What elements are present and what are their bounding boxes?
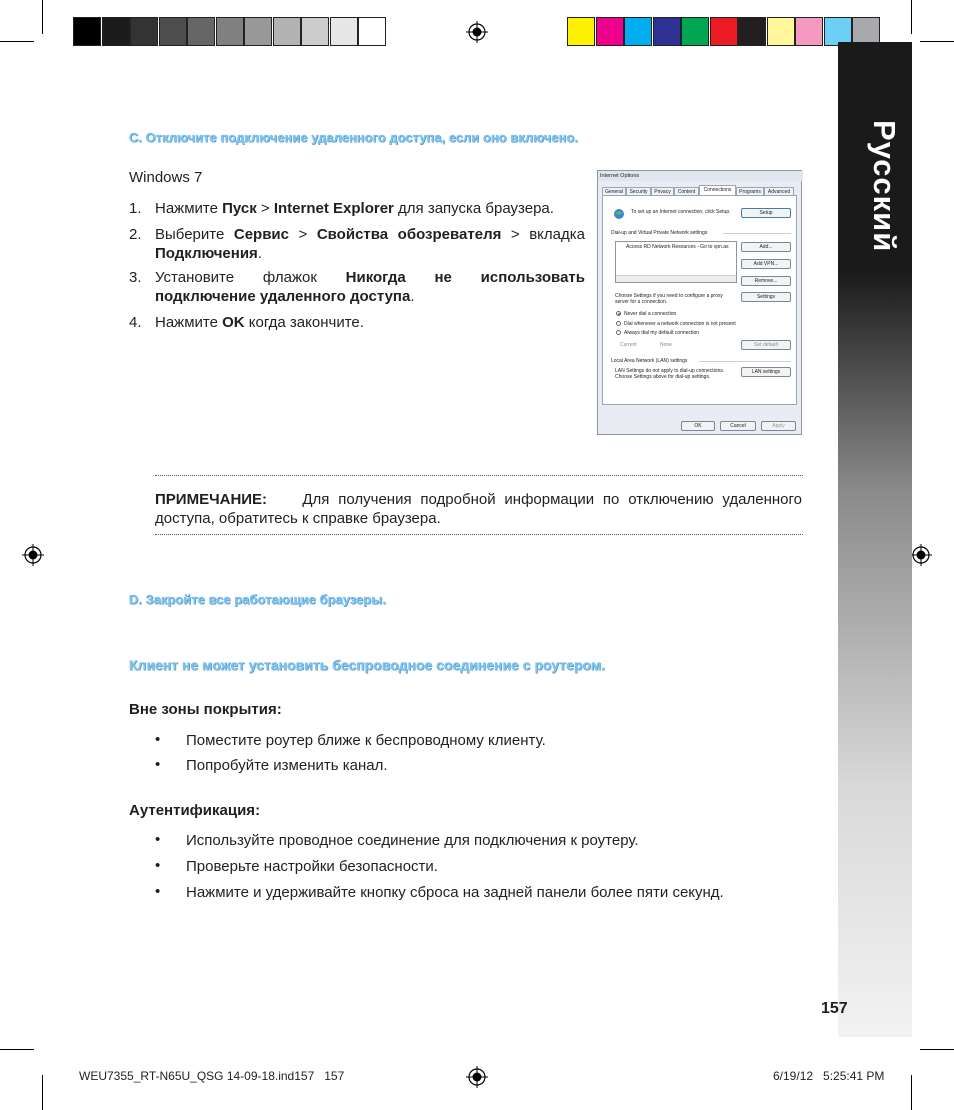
- gray-swatch: [244, 17, 272, 46]
- apply-button[interactable]: Apply: [761, 421, 796, 431]
- setup-text: To set up an Internet connection, click Setup.: [631, 209, 731, 215]
- step-bold: Подключения: [155, 245, 258, 262]
- gray-swatch: [159, 17, 187, 46]
- group-divider: [723, 233, 791, 234]
- step-text: для запуска браузера.: [393, 200, 554, 217]
- cancel-button[interactable]: Cancel: [720, 421, 756, 431]
- footer-timestamp: 6/19/12 5:25:41 PM: [773, 1069, 885, 1083]
- note-bottom-divider: [155, 534, 803, 535]
- step-text: Выберите: [155, 226, 234, 243]
- step-text: > вкладка: [501, 226, 585, 243]
- section-d-heading: D. Закройте все работающие браузеры.: [129, 592, 387, 607]
- group-divider: [699, 361, 791, 362]
- process-swatch: [795, 17, 823, 46]
- step-number: 1.: [129, 200, 142, 217]
- tab-advanced[interactable]: Advanced: [764, 187, 794, 196]
- tab-content[interactable]: Content: [674, 187, 699, 196]
- section-c-heading: C. Отключите подключение удаленного доступа, если оно включено.: [129, 130, 579, 145]
- gray-swatch: [102, 17, 130, 46]
- page-number: 157: [821, 1000, 848, 1017]
- settings-text: Choose Settings if you need to configure a proxy server for a connection.: [615, 293, 723, 305]
- radio-always-dial[interactable]: [616, 330, 621, 335]
- tab-security[interactable]: Security: [626, 187, 651, 196]
- gray-swatch: [330, 17, 358, 46]
- gray-swatch: [73, 17, 101, 46]
- crop-mark: [0, 41, 34, 42]
- list-scrollbar[interactable]: [616, 275, 736, 282]
- setup-button[interactable]: Setup: [741, 208, 791, 218]
- bullet-dot: •: [155, 883, 161, 900]
- os-label: Windows 7: [129, 169, 203, 186]
- step-text: Нажмите: [155, 200, 223, 217]
- crop-mark: [42, 0, 43, 34]
- process-swatch: [767, 17, 795, 46]
- bullet-dot: •: [155, 756, 161, 773]
- step-2: [155, 225, 585, 263]
- add-button[interactable]: Add...: [741, 242, 791, 252]
- vpn-group-label: Dial-up and Virtual Private Network settings: [611, 230, 708, 236]
- auth-bullet: Проверьте настройки безопасности.: [186, 858, 438, 875]
- settings-button[interactable]: Settings: [741, 292, 791, 302]
- crop-mark: [42, 1075, 43, 1110]
- lan-settings-button[interactable]: LAN settings: [741, 367, 791, 377]
- gray-swatch: [216, 17, 244, 46]
- registration-mark-icon: [466, 21, 488, 43]
- process-swatch: [681, 17, 709, 46]
- crop-mark: [920, 41, 954, 42]
- vpn-connection-item[interactable]: Access RD Network Resources - Go to vpn.as: [626, 244, 729, 250]
- dialog-title: Internet Options: [598, 171, 803, 181]
- step-bold: Свойства обозревателя: [316, 226, 502, 243]
- range-title: Вне зоны покрытия:: [129, 701, 282, 718]
- step-bold: Никогда не использовать подключение удаленного доступа: [155, 269, 585, 305]
- connections-panel: [602, 195, 797, 405]
- crop-mark: [0, 1049, 34, 1050]
- process-swatch: [624, 17, 652, 46]
- radio-never-dial-label: Never dial a connection: [624, 311, 677, 317]
- auth-title: Аутентификация:: [129, 802, 261, 819]
- current-label: Current: [620, 342, 637, 348]
- step-3: [155, 268, 585, 306]
- registration-mark-icon: [910, 544, 932, 566]
- process-swatch: [567, 17, 595, 46]
- set-default-button[interactable]: Set default: [741, 340, 791, 350]
- bullet-dot: •: [155, 831, 161, 848]
- tab-general[interactable]: General: [602, 187, 626, 196]
- auth-bullet: Нажмите и удерживайте кнопку сброса на задней панели более пяти секунд.: [186, 884, 724, 901]
- step-text: Нажмите: [155, 314, 223, 331]
- step-bold: OK: [222, 314, 245, 331]
- step-number: 2.: [129, 226, 142, 243]
- radio-dial-whenever-label: Dial whenever a network connection is not present: [624, 321, 736, 327]
- range-bullet: Попробуйте изменить канал.: [186, 757, 388, 774]
- note-label: ПРИМЕЧАНИЕ:: [155, 491, 268, 508]
- auth-bullet: Используйте проводное соединение для подключения к роутеру.: [186, 832, 639, 849]
- footer-file-slug: WEU7355_RT-N65U_QSG 14-09-18.ind157 157: [79, 1069, 345, 1083]
- step-text: когда закончите.: [244, 314, 364, 331]
- remove-button[interactable]: Remove...: [741, 276, 791, 286]
- registration-mark-icon: [466, 1066, 488, 1088]
- step-4: [155, 313, 585, 332]
- ok-button[interactable]: OK: [681, 421, 715, 431]
- current-value: None: [660, 342, 672, 348]
- step-text: >: [288, 226, 317, 243]
- bullet-dot: •: [155, 731, 161, 748]
- radio-never-dial[interactable]: [616, 311, 621, 316]
- crop-mark: [911, 0, 912, 34]
- step-bold: Сервис: [233, 226, 289, 243]
- gray-swatch: [358, 17, 386, 46]
- language-tab-label: Русский: [867, 120, 902, 253]
- note-block: [155, 490, 802, 528]
- step-1: [155, 199, 585, 218]
- radio-always-dial-label: Always dial my default connection: [624, 330, 700, 336]
- crop-mark: [920, 1049, 954, 1050]
- gray-swatch: [187, 17, 215, 46]
- tab-programs[interactable]: Programs: [736, 187, 764, 196]
- note-text: Для получения подробной информации по отключению удаленного доступа, обратитесь к справке браузера.: [155, 491, 803, 527]
- note-top-divider: [155, 475, 803, 476]
- step-number: 4.: [129, 314, 142, 331]
- step-text: Установите флажок: [155, 269, 346, 286]
- radio-dial-whenever[interactable]: [616, 321, 621, 326]
- range-bullet: Поместите роутер ближе к беспроводному клиенту.: [186, 732, 546, 749]
- internet-options-dialog: [597, 170, 802, 435]
- process-swatch: [653, 17, 681, 46]
- gray-swatch: [273, 17, 301, 46]
- step-bold: Internet Explorer: [273, 200, 394, 217]
- wireless-heading: Клиент не может установить беспроводное соединение с роутером.: [129, 657, 606, 673]
- connections-list[interactable]: [615, 241, 737, 283]
- process-swatch: [710, 17, 738, 46]
- gray-swatch: [130, 17, 158, 46]
- step-text: >: [256, 200, 274, 217]
- globe-icon: [613, 208, 625, 220]
- process-swatch: [738, 17, 766, 46]
- lan-group-label: Local Area Network (LAN) settings: [611, 358, 688, 364]
- step-number: 3.: [129, 269, 142, 286]
- process-swatch: [596, 17, 624, 46]
- step-text: .: [257, 245, 262, 262]
- gray-swatch: [301, 17, 329, 46]
- lan-text: LAN Settings do not apply to dial-up connections. Choose Settings above for dial-up settings.: [615, 368, 725, 380]
- step-text: .: [410, 288, 415, 305]
- crop-mark: [911, 1075, 912, 1110]
- bullet-dot: •: [155, 857, 161, 874]
- registration-mark-icon: [22, 544, 44, 566]
- step-bold: Пуск: [222, 200, 257, 217]
- tab-connections[interactable]: Connections: [699, 185, 736, 196]
- tab-privacy[interactable]: Privacy: [651, 187, 674, 196]
- add-vpn-button[interactable]: Add VPN...: [741, 259, 791, 269]
